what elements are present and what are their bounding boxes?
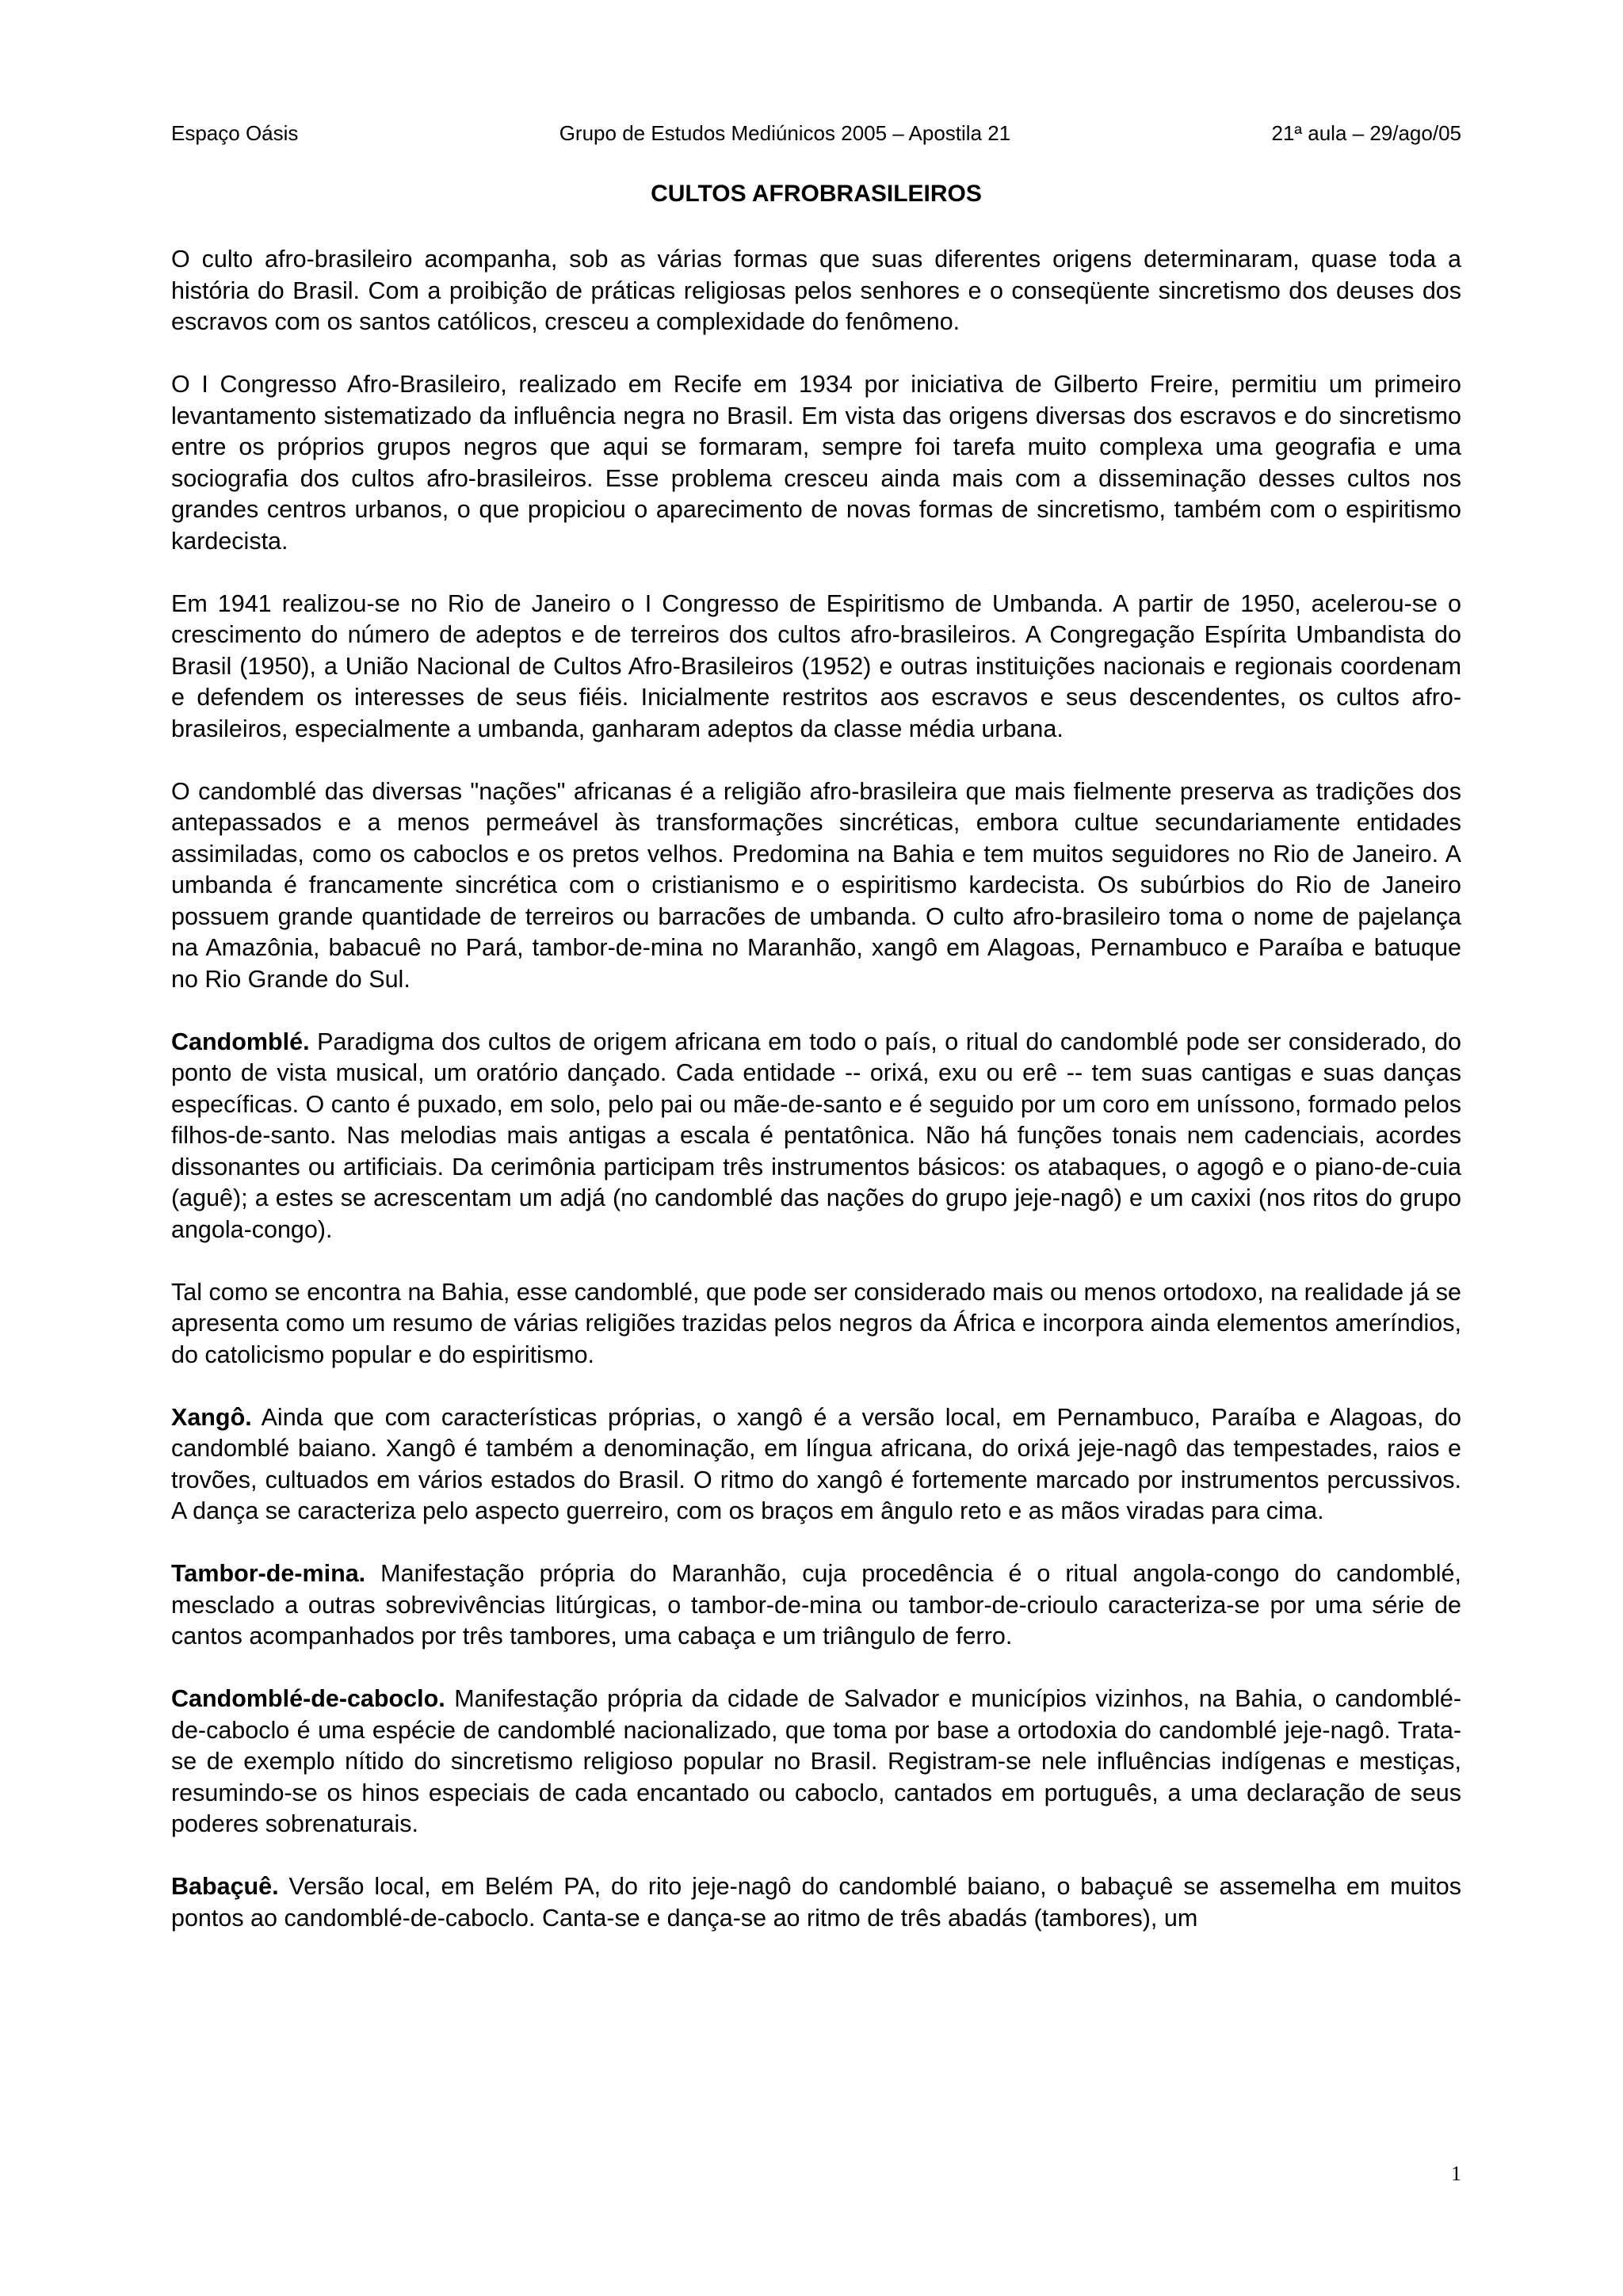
paragraph-candomble (171, 1027, 1461, 1246)
paragraph-text: Versão local, em Belém PA, do rito jeje-nagô do candomblé baiano, o babaçuê se assemelha em muitos pontos ao candomblé-de-caboclo. Canta-se e dança-se ao ritmo de três abadás (tambores), um (171, 1873, 1461, 1932)
paragraph-candomble-de-caboclo (171, 1684, 1461, 1840)
paragraph-text: O candomblé das diversas "nações" africanas é a religião afro-brasileira que mais fielmente preserva as tradições dos antepassados e a menos permeável às transformações sincréticas, embora cultue secundariamente entidades assimiladas, como os caboclos e os pretos velhos. Predomina na Bahia e tem muitos seguidores no Rio de Janeiro. A umbanda é francamente sincrética com o cristianismo e o espiritismo kardecista. Os subúrbios do Rio de Janeiro possuem grande quantidade de terreiros ou barracões de umbanda. O culto afro-brasileiro toma o nome de pajelança na Amazônia, babacuê no Pará, tambor-de-mina no Maranhão, xangô em Alagoas, Pernambuco e Paraíba e batuque no Rio Grande do Sul. (171, 777, 1461, 993)
paragraph-text: Manifestação própria do Maranhão, cuja procedência é o ritual angola-congo do candomblé, mesclado a outras sobrevivências litúrgicas, o tambor-de-mina ou tambor-de-crioulo caracteriza-se por uma série de cantos acompanhados por três tambores, uma cabaça e um triângulo de ferro. (171, 1560, 1461, 1650)
paragraph-text: Em 1941 realizou-se no Rio de Janeiro o I Congresso de Espiritismo de Umbanda. A partir de 1950, acelerou-se o crescimento do número de adeptos e de terreiros dos cultos afro-brasileiros. A Congregação Espírita Umbandista do Brasil (1950), a União Nacional de Cultos Afro-Brasileiros (1952) e outras instituições nacionais e regionais coordenam e defendem os interesses de seus fiéis. Inicialmente restritos aos escravos e seus descendentes, os cultos afro-brasileiros, especialmente a umbanda, ganharam adeptos da classe média urbana. (171, 589, 1461, 742)
page-header (171, 120, 1461, 146)
document-title: CULTOS AFROBRASILEIROS (651, 181, 982, 207)
paragraph-xango (171, 1402, 1461, 1527)
paragraph (171, 1277, 1461, 1371)
header-center: Grupo de Estudos Mediúnicos 2005 – Apostila 21 (559, 121, 1011, 145)
paragraph-lead: Candomblé. (171, 1028, 310, 1055)
paragraph-lead: Tambor-de-mina. (171, 1560, 366, 1587)
header-right: 21ª aula – 29/ago/05 (1271, 121, 1461, 145)
paragraph-text: O culto afro-brasileiro acompanha, sob as várias formas que suas diferentes origens determinaram, quase toda a história do Brasil. Com a proibição de práticas religiosas pelos senhores e o conseqüente sincretismo dos deuses dos escravos com os santos católicos, cresceu a complexidade do fenômeno. (171, 246, 1461, 335)
paragraph (171, 589, 1461, 746)
paragraph-lead: Xangô. (171, 1403, 252, 1431)
paragraph-lead: Babaçuê. (171, 1873, 279, 1900)
paragraph-tambor-de-mina (171, 1558, 1461, 1653)
paragraph (171, 369, 1461, 557)
paragraph-text: Paradigma dos cultos de origem africana em todo o país, o ritual do candomblé pode ser considerado, do ponto de vista musical, um oratório dançado. Cada entidade -- orixá, exu ou erê -- tem suas cantigas e suas danças específicas. O canto é puxado, em solo, pelo pai ou mãe-de-santo e é seguido por um coro em uníssono, formado pelos filhos-de-santo. Nas melodias mais antigas a escala é pentatônica. Não há funções tonais nem cadenciais, acordes dissonantes ou artificiais. Da cerimônia participam três instrumentos básicos: os atabaques, o agogô e o piano-de-cuia (aguê); a estes se acrescentam um adjá (no candomblé das nações do grupo jeje-nagô) e um caxixi (nos ritos do grupo angola-congo). (171, 1028, 1462, 1243)
document-body (171, 244, 1461, 1966)
paragraph-text: Tal como se encontra na Bahia, esse candomblé, que pode ser considerado mais ou menos ortodoxo, na realidade já se apresenta como um resumo de várias religiões trazidas pelos negros da África e incorpora ainda elementos ameríndios, do catolicismo popular e do espiritismo. (171, 1278, 1461, 1368)
header-left: Espaço Oásis (171, 121, 299, 145)
paragraph-text: Ainda que com características próprias, o xangô é a versão local, em Pernambuco, Paraíba e Alagoas, do candomblé baiano. Xangô é também a denominação, em língua africana, do orixá jeje-nagô das tempestades, raios e trovões, cultuados em vários estados do Brasil. O ritmo do xangô é fortemente marcado por instrumentos percussivos. A dança se caracteriza pelo aspecto guerreiro, com os braços em ângulo reto e as mãos viradas para cima. (171, 1403, 1461, 1524)
paragraph (171, 244, 1461, 338)
paragraph (171, 776, 1461, 996)
paragraph-lead: Candomblé-de-caboclo. (171, 1685, 445, 1712)
paragraph-text: O I Congresso Afro-Brasileiro, realizado em Recife em 1934 por iniciativa de Gilberto Freire, permitiu um primeiro levantamento sistematizado da influência negra no Brasil. Em vista das origens diversas dos escravos e do sincretismo entre os próprios grupos negros que aqui se formaram, sempre foi tarefa muito complexa uma geografia e uma sociografia dos cultos afro-brasileiros. Esse problema cresceu ainda mais com a disseminação desses cultos nos grandes centros urbanos, o que propiciou o aparecimento de novas formas de sincretismo, também com o espiritismo kardecista. (171, 371, 1461, 555)
paragraph-text: Manifestação própria da cidade de Salvador e municípios vizinhos, na Bahia, o candomblé-de-caboclo é uma espécie de candomblé nacionalizado, que toma por base a ortodoxia do candomblé jeje-nagô. Trata-se de exemplo nítido do sincretismo religioso popular no Brasil. Registram-se nele influências indígenas e mestiças, resumindo-se os hinos especiais de cada encantado ou caboclo, cantados em português, a uma declaração de seus poderes sobrenaturais. (171, 1685, 1461, 1837)
page-number: 1 (1451, 2162, 1461, 2185)
paragraph-babacue (171, 1871, 1461, 1934)
